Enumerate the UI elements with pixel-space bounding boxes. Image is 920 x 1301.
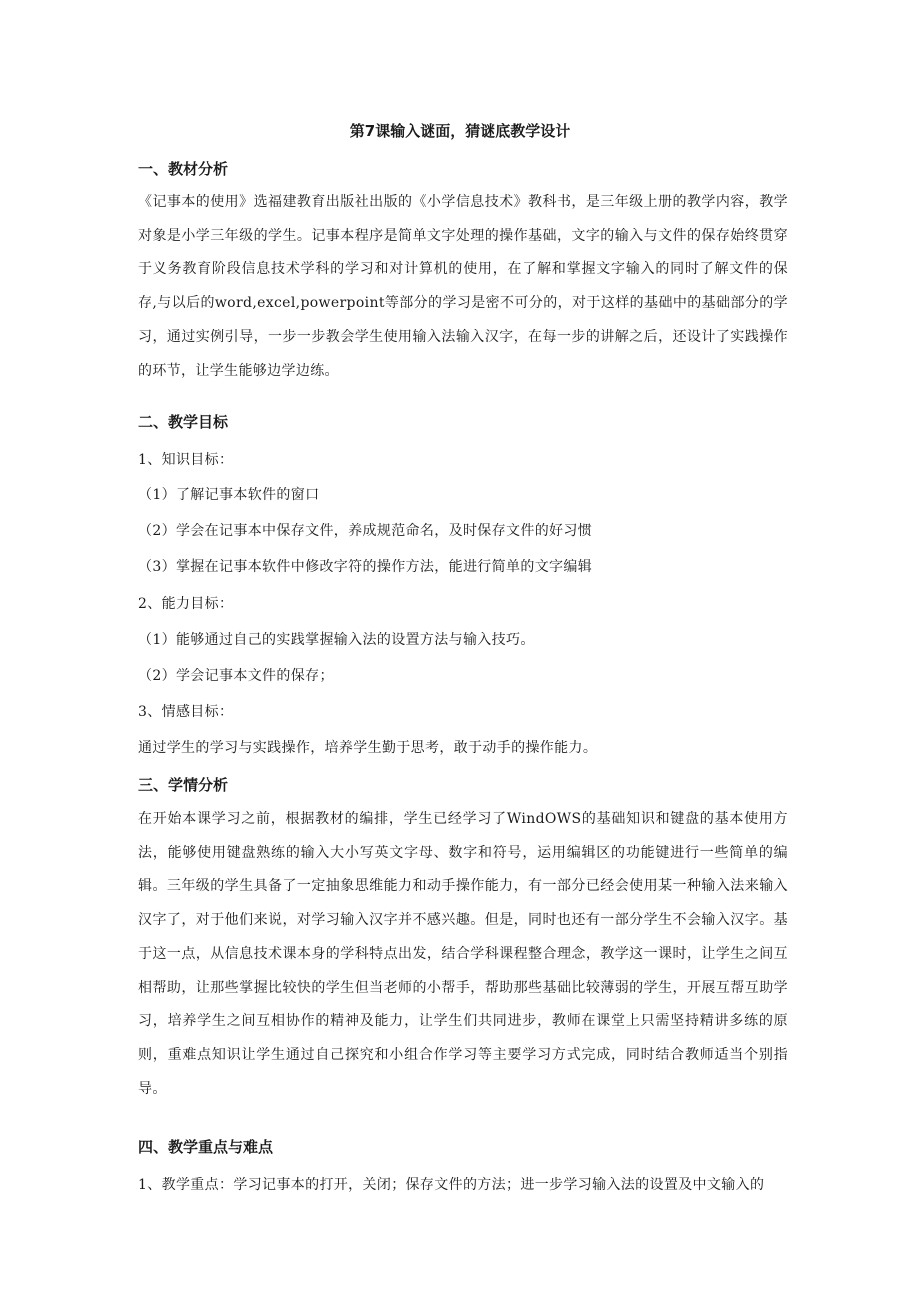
ability-goal-item: （2）学会记事本文件的保存； xyxy=(138,668,334,684)
key-point-text: 1、教学重点：学习记事本的打开，关闭；保存文件的方法；进一步学习输入法的设置及中文输入的 xyxy=(138,1177,765,1193)
knowledge-goal-item: （2）学会在记事本中保存文件，养成规范命名，及时保存文件的好习惯 xyxy=(138,523,593,539)
knowledge-goal-label: 1、知识目标： xyxy=(138,452,234,468)
section-heading-textbook-analysis: 一、教材分析 xyxy=(138,160,229,178)
knowledge-goal-item: （3）掌握在记事本软件中修改字符的操作方法，能进行简单的文字编辑 xyxy=(138,559,593,575)
section-heading-key-points: 四、教学重点与难点 xyxy=(138,1138,274,1156)
student-analysis-paragraph: 在开始本课学习之前，根据教材的编排，学生已经学习了WindOWS的基础知识和键盘的基本使用方法，能够使用键盘熟练的输入大小写英文字母、数字和符号，运用编辑区的功能键进行一些简单的编辑。三年级的学生具备了一定抽象思维能力和动手操作能力，有一部分已经会使用某一种输入法来输入汉字了，对于他们来说，对学习输入汉字并不感兴趣。但是，同时也还有一部分学生不会输入汉字。基于这一点，从信息技术课本身的学科特点出发，结合学科课程整合理念，教学这一课时，让学生之间互相帮助，让那些掌握比较快的学生但当老师的小帮手，帮助那些基础比较薄弱的学生，开展互帮互助学习，培养学生之间互相协作的精神及能力，让学生们共同进步，教师在课堂上只需坚持精讲多练的原则，重难点知识让学生通过自己探究和小组合作学习等主要学习方式完成，同时结合教师适当个别指导。 xyxy=(138,811,788,1097)
emotion-goal-label: 3、情感目标： xyxy=(138,704,234,720)
document-title: 第7课输入谜面，猜谜底教学设计 xyxy=(349,122,571,140)
ability-goal-item: （1）能够通过自己的实践掌握输入法的设置方法与输入技巧。 xyxy=(138,632,535,648)
section-heading-teaching-goals: 二、教学目标 xyxy=(138,413,229,431)
textbook-analysis-paragraph: 《记事本的使用》选福建教育出版社出版的《小学信息技术》教科书，是三年级上册的教学内容，教学对象是小学三年级的学生。记事本程序是简单文字处理的操作基础，文字的输入与文件的保存始终贯穿于义务教育阶段信息技术学科的学习和对计算机的使用，在了解和掌握文字输入的同时了解文件的保存,与以后的word,excel,powerpoint等部分的学习是密不可分的，对于这样的基础中的基础部分的学习，通过实例引导，一步一步教会学生使用输入法输入汉字，在每一步的讲解之后，还设计了实践操作的环节，让学生能够边学边练。 xyxy=(138,194,788,379)
emotion-goal-text: 通过学生的学习与实践操作，培养学生勤于思考，敢于动手的操作能力。 xyxy=(138,740,598,756)
section-heading-student-analysis: 三、学情分析 xyxy=(138,776,229,794)
knowledge-goal-item: （1）了解记事本软件的窗口 xyxy=(138,487,320,503)
ability-goal-label: 2、能力目标： xyxy=(138,596,234,612)
